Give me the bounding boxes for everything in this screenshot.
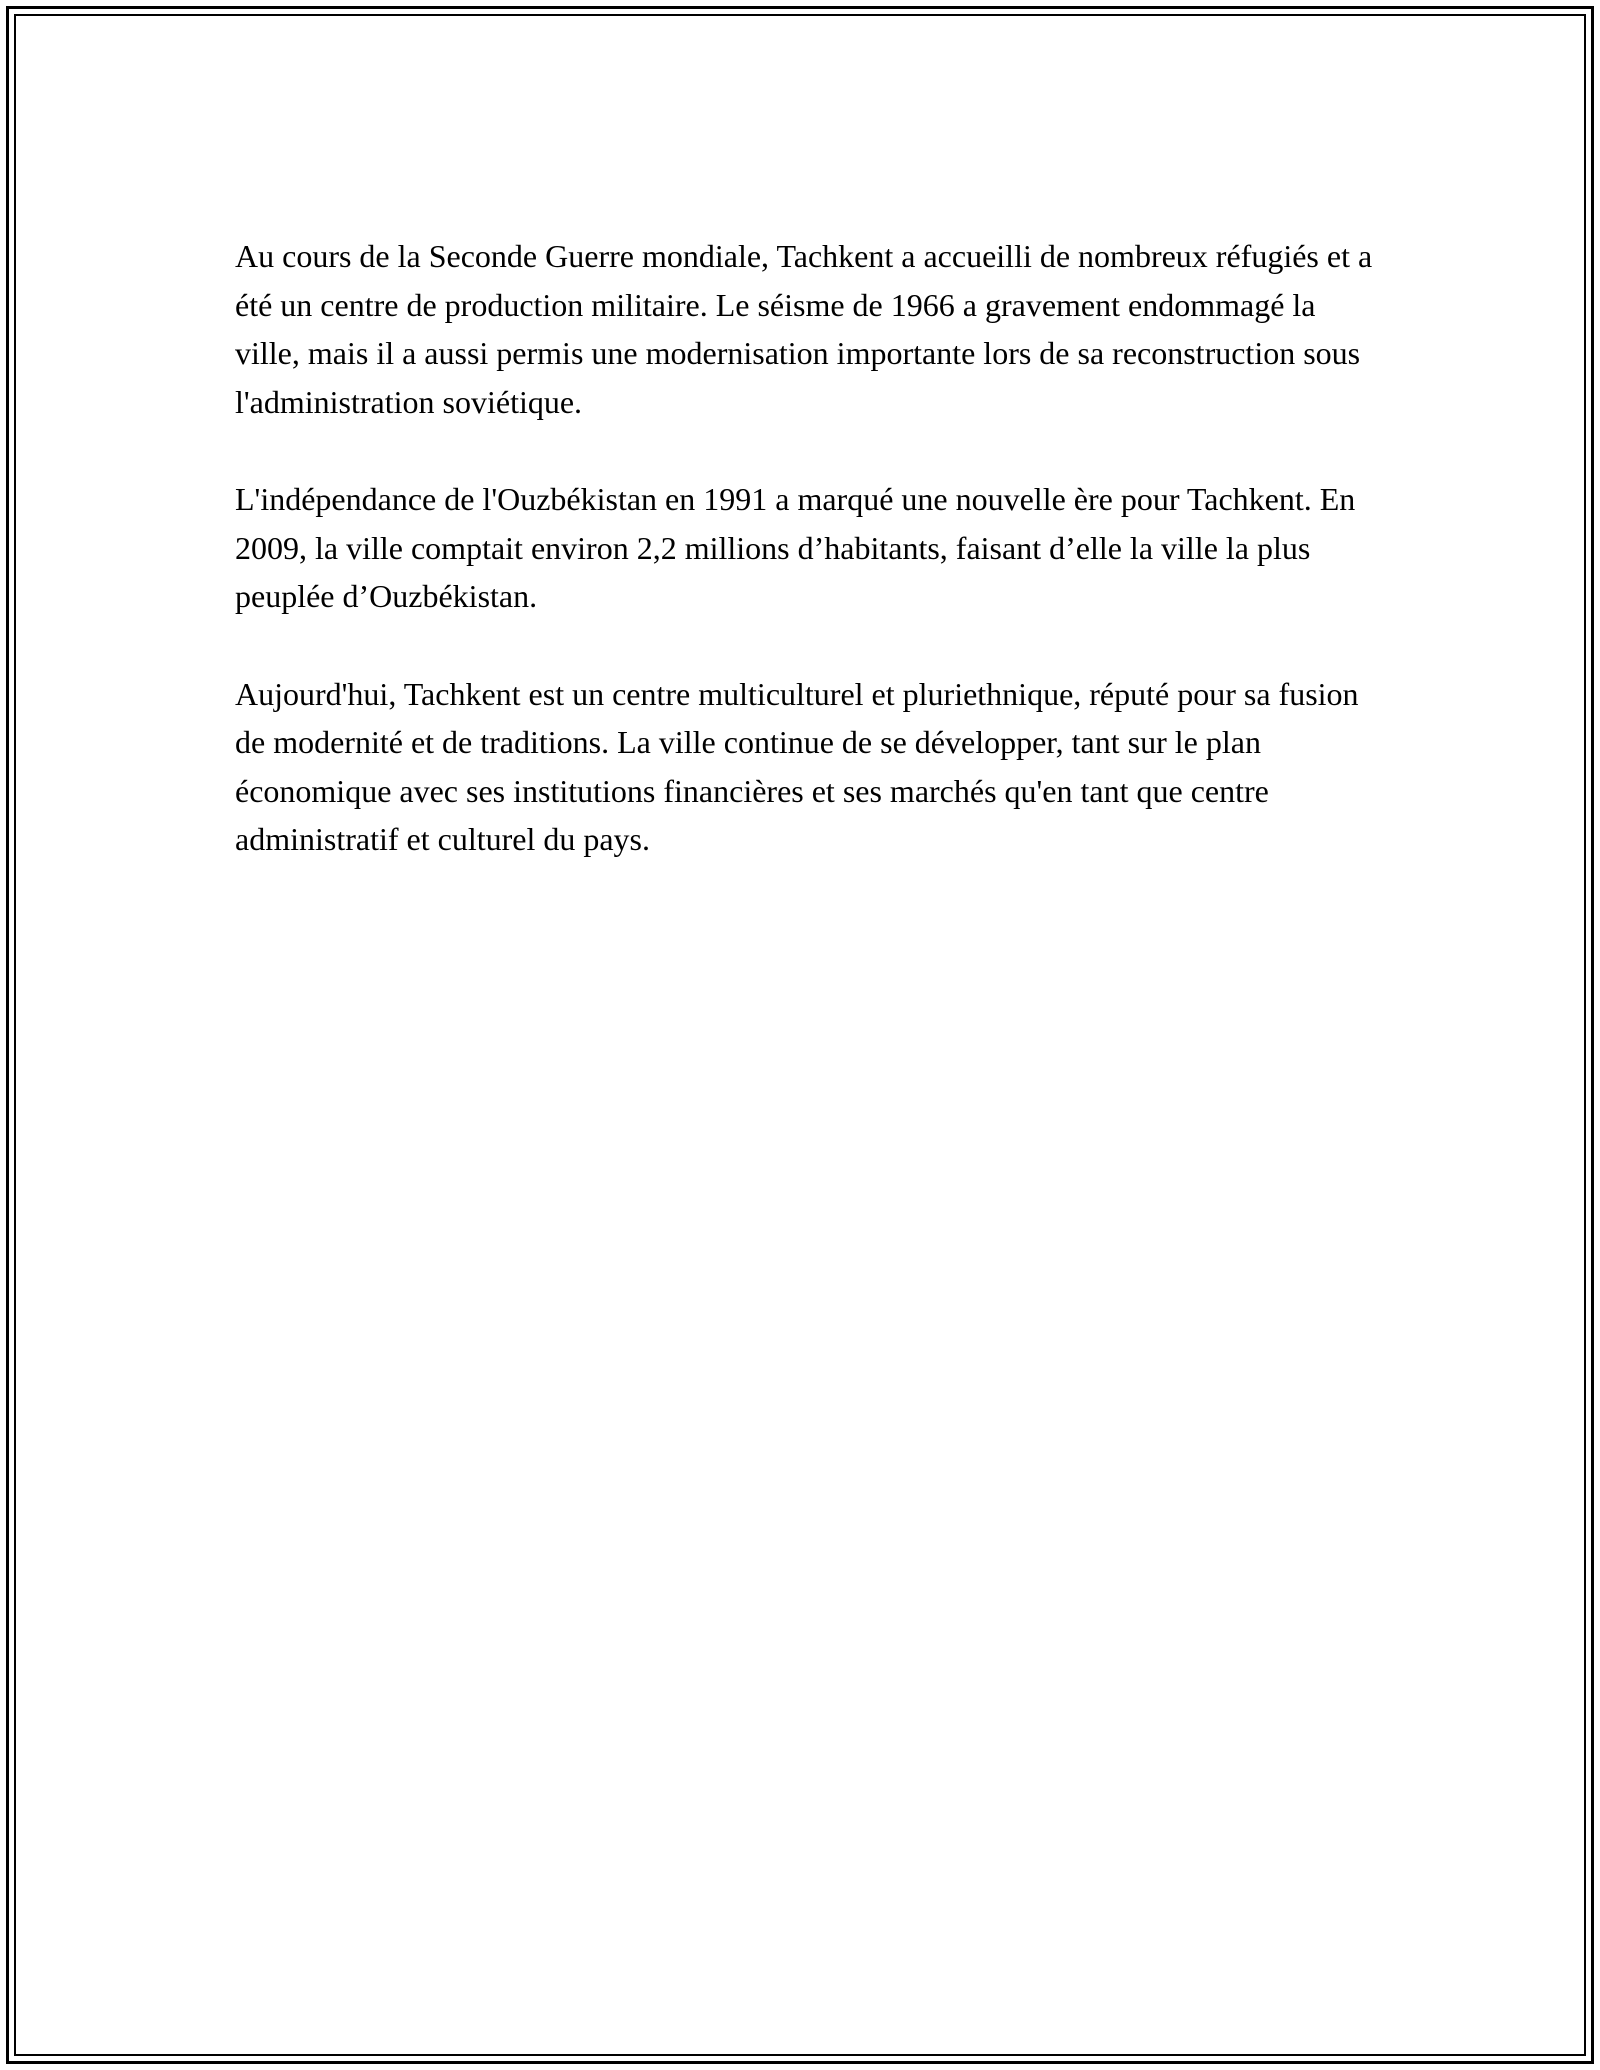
paragraph-independence: L'indépendance de l'Ouzbékistan en 1991 a marqué une nouvelle ère pour Tachkent. En 2009, la ville comptait environ 2,2 millions d’habitants, faisant d’elle la ville la plus peuplée d’Ouzbékistan. xyxy=(235,481,1356,614)
paragraph-world-war-two: Au cours de la Seconde Guerre mondiale, Tachkent a accueilli de nombreux réfugiés et a été un centre de production militaire. Le séisme de 1966 a gravement endommagé la ville, mais il a aussi permis une modernisation importante lors de sa reconstruction sous l'administration soviétique. xyxy=(235,238,1373,420)
document-body xyxy=(235,232,1375,913)
paragraph-today: Aujourd'hui, Tachkent est un centre multiculturel et pluriethnique, réputé pour sa fusion de modernité et de traditions. La ville continue de se développer, tant sur le plan économique avec ses institutions financières et ses marchés qu'en tant que centre administratif et culturel du pays. xyxy=(235,675,1359,857)
